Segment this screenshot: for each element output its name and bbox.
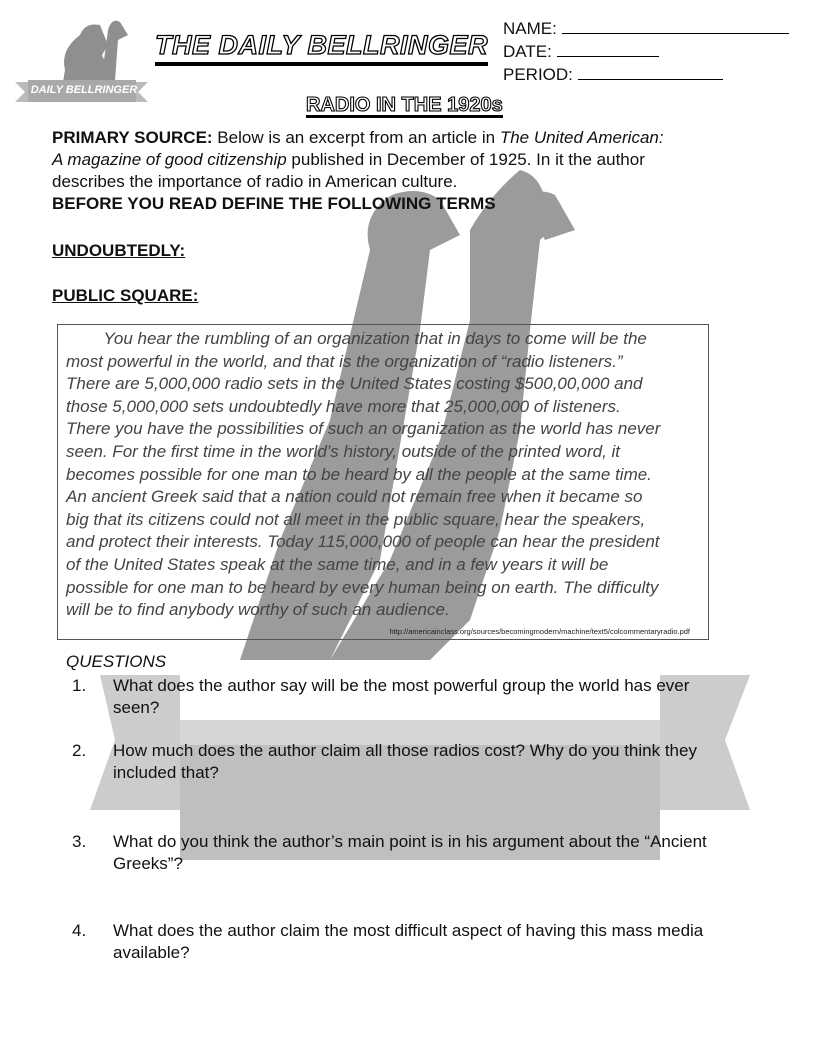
passage-line: those 5,000,000 sets undoubtedly have more that 25,000,000 of listeners. xyxy=(66,396,621,416)
name-field[interactable] xyxy=(503,19,789,39)
intro-paragraph xyxy=(52,127,672,215)
period-label: PERIOD: xyxy=(503,65,573,84)
term-undoubtedly: UNDOUBTEDLY: xyxy=(52,241,186,260)
question-text: What do you think the author’s main point is in his argument about the “Ancient Greeks”? xyxy=(113,832,707,873)
date-label: DATE: xyxy=(503,42,552,61)
date-field[interactable] xyxy=(503,42,659,62)
questions-heading: QUESTIONS xyxy=(66,652,167,671)
logo-text: DAILY BELLRINGER xyxy=(30,84,138,96)
passage-line: There are 5,000,000 radio sets in the United States costing $500,00,000 and xyxy=(66,374,643,394)
page-header-title: THE DAILY BELLRINGER xyxy=(155,30,488,66)
passage-line: and protect their interests. Today 115,000,000 of people can hear the president xyxy=(66,532,660,552)
name-blank[interactable] xyxy=(562,19,789,34)
intro-text-2: published in December of 1925. In it the author describes the importance of radio in American culture. xyxy=(52,150,645,191)
passage-line: big that its citizens could not all meet in the public square, hear the speakers, xyxy=(66,509,646,529)
primary-source-excerpt xyxy=(57,324,709,640)
question-text: What does the author say will be the most powerful group the world has ever seen? xyxy=(113,676,690,717)
term-public-square: PUBLIC SQUARE: xyxy=(52,286,199,305)
passage-line: of the United States speak at the same time, and in a few years it will be xyxy=(66,555,609,574)
period-blank[interactable] xyxy=(578,65,723,80)
passage-line: will be to find anybody worthy of such an audience. xyxy=(66,600,450,620)
name-label: NAME: xyxy=(503,19,557,38)
passage-line: seen. For the first time in the world’s history, outside of the printed word, it xyxy=(66,442,621,461)
passage-line: There you have the possibilities of such an organization as the world has never xyxy=(66,419,661,439)
source-url: http://americainclass.org/sources/becomingmodern/machine/text5/colcommentaryradio.pdf xyxy=(389,627,690,636)
date-blank[interactable] xyxy=(557,42,659,57)
publication-title: The United American: A magazine of good citizenship xyxy=(52,128,664,169)
question-number: 4. xyxy=(72,921,87,940)
question-number: 2. xyxy=(72,741,87,760)
question-text: How much does the author claim all those radios cost? Why do you think they included that? xyxy=(113,741,697,782)
passage-line: becomes possible for one man to be heard by all the people at the same time. xyxy=(66,464,652,484)
question-text: What does the author claim the most difficult aspect of having this mass media available? xyxy=(113,921,704,962)
passage-line: You hear the rumbling of an organization that in days to come will be the xyxy=(66,329,647,348)
intro-text: Below is an excerpt from an article in xyxy=(212,128,500,147)
passage-line: possible for one man to be heard by every human being on earth. The difficulty xyxy=(66,577,659,597)
primary-source-label: PRIMARY SOURCE: xyxy=(52,128,213,147)
period-field[interactable] xyxy=(503,65,723,85)
question-number: 3. xyxy=(72,832,87,851)
passage-line: most powerful in the world, and that is the organization of “radio listeners.” xyxy=(66,351,623,371)
passage-line: An ancient Greek said that a nation could not remain free when it became so xyxy=(66,487,643,507)
worksheet-subtitle: RADIO IN THE 1920s xyxy=(306,94,503,116)
question-number: 1. xyxy=(72,676,87,695)
instruction-text: BEFORE YOU READ DEFINE THE FOLLOWING TERMS xyxy=(52,194,496,213)
